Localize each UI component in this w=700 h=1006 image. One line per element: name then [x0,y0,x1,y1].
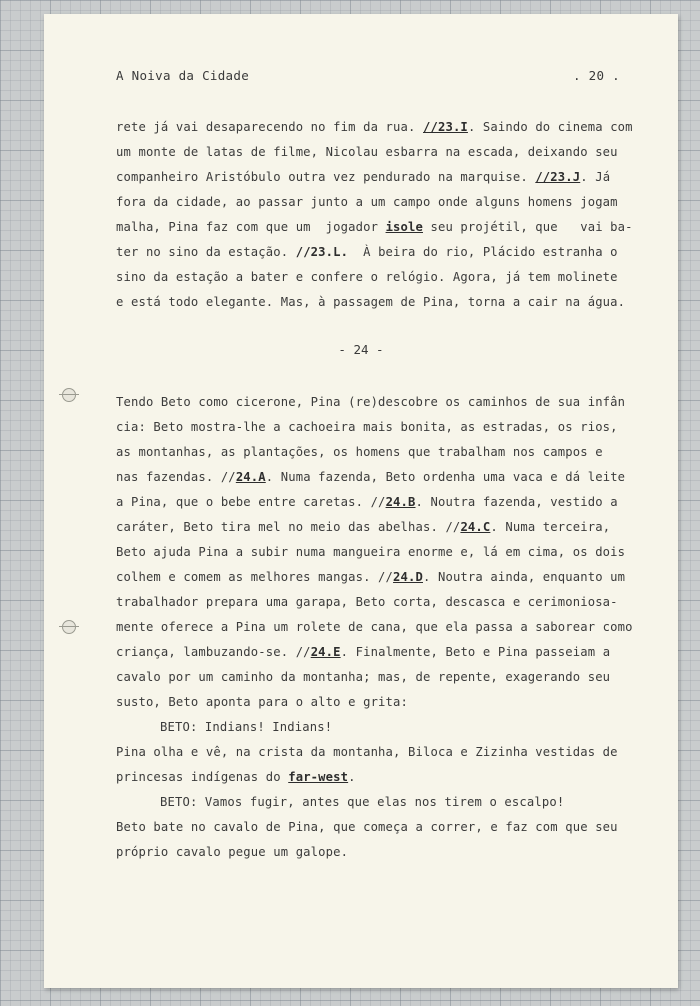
text-run: . Já [580,170,611,184]
scene-reference: //23.L. [295,245,349,259]
document-title: A Noiva da Cidade [116,68,250,83]
underlined-reference: 24.B [385,495,416,509]
text-run: colhem e comem as melhores mangas. // [116,570,394,584]
text-run: e está todo elegante. Mas, à passagem de Pina, torna a cair na água. [116,295,626,309]
text-line [116,540,628,565]
text-run: trabalhador prepara uma garapa, Beto corta, descasca e cerimoniosa- [116,595,618,609]
text-line [116,840,628,865]
text-run: seu projétil, que vai ba- [423,220,633,234]
text-line [116,390,628,415]
text-line [116,690,628,715]
text-line [116,815,628,840]
text-run: criança, lambuzando-se. // [116,645,311,659]
text-line [116,790,628,815]
text-run: próprio cavalo pegue um galope. [116,845,349,859]
underlined-reference: 24.E [310,645,341,659]
text-line [116,215,633,240]
text-run: . Numa terceira, [490,520,611,534]
typewritten-page [44,14,678,988]
text-run: sino da estação a bater e confere o relógio. Agora, já tem molinete [116,270,618,284]
text-run: BETO: Indians! Indians! [160,720,333,734]
text-run: cia: Beto mostra-lhe a cachoeira mais bonita, as estradas, os rios, [116,420,618,434]
text-line [116,190,628,215]
text-line [116,415,628,440]
text-line [116,565,628,590]
text-line [116,665,628,690]
text-run: fora da cidade, ao passar junto a um campo onde alguns homens jogam [116,195,618,209]
text-line [116,140,628,165]
text-run: . Noutra ainda, enquanto um [423,570,626,584]
text-run: . Noutra fazenda, vestido a [415,495,618,509]
underlined-reference: isole [385,220,423,234]
underlined-reference: //23.J [535,170,581,184]
text-run: Tendo Beto como cicerone, Pina (re)descobre os caminhos de sua infân [116,395,626,409]
section-separator: - 24 - [338,342,384,357]
text-line [116,765,628,790]
text-run: nas fazendas. // [116,470,236,484]
text-run: cavalo por um caminho da montanha; mas, de repente, exagerando seu [116,670,611,684]
text-line [116,465,628,490]
text-run: a Pina, que o bebe entre caretas. // [116,495,386,509]
underlined-reference: far-west [288,770,349,784]
text-run: caráter, Beto tira mel no meio das abelhas. // [116,520,461,534]
text-run: . [348,770,356,784]
text-line [116,290,628,315]
text-run: rete já vai desaparecendo no fim da rua. [116,120,423,134]
punch-hole [62,620,76,634]
text-line [116,440,628,465]
text-line [116,240,628,265]
page-number: . 20 . [573,68,620,83]
text-run: Pina olha e vê, na crista da montanha, Biloca e Zizinha vestidas de [116,745,618,759]
text-run: BETO: Vamos fugir, antes que elas nos tirem o escalpo! [160,795,565,809]
text-run: mente oferece a Pina um rolete de cana, que ela passa a saborear como [116,620,633,634]
text-run: ter no sino da estação. [116,245,296,259]
underlined-reference: 24.A [235,470,266,484]
text-run: susto, Beto aponta para o alto e grita: [116,695,409,709]
text-line [116,640,628,665]
text-run: um monte de latas de filme, Nicolau esbarra na escada, deixando seu [116,145,618,159]
underlined-reference: //23.I [423,120,468,134]
underlined-reference: 24.C [460,520,491,534]
text-line [116,740,628,765]
text-run: . Saindo do cinema com [467,120,633,134]
text-line [116,165,628,190]
text-run: . Finalmente, Beto e Pina passeiam a [340,645,611,659]
text-run: Beto bate no cavalo de Pina, que começa a correr, e faz com que seu [116,820,618,834]
text-line [116,515,628,540]
text-line [116,490,628,515]
text-run: princesas indígenas do [116,770,289,784]
text-line [116,265,628,290]
text-line [116,590,628,615]
text-run: companheiro Aristóbulo outra vez pendurado na marquise. [116,170,536,184]
section-23-text [116,115,633,315]
punch-hole [62,388,76,402]
text-line [116,115,633,140]
text-run: À beira do rio, Plácido estranha o [348,245,618,259]
text-run: . Numa fazenda, Beto ordenha uma vaca e dá leite [265,470,626,484]
underlined-reference: 24.D [393,570,423,584]
text-line [116,615,633,640]
text-run: as montanhas, as plantações, os homens que trabalham nos campos e [116,445,603,459]
text-run: Beto ajuda Pina a subir numa mangueira enorme e, lá em cima, os dois [116,545,626,559]
section-24-text [116,390,633,865]
text-run: malha, Pina faz com que um jogador [116,220,386,234]
text-line [116,715,628,740]
